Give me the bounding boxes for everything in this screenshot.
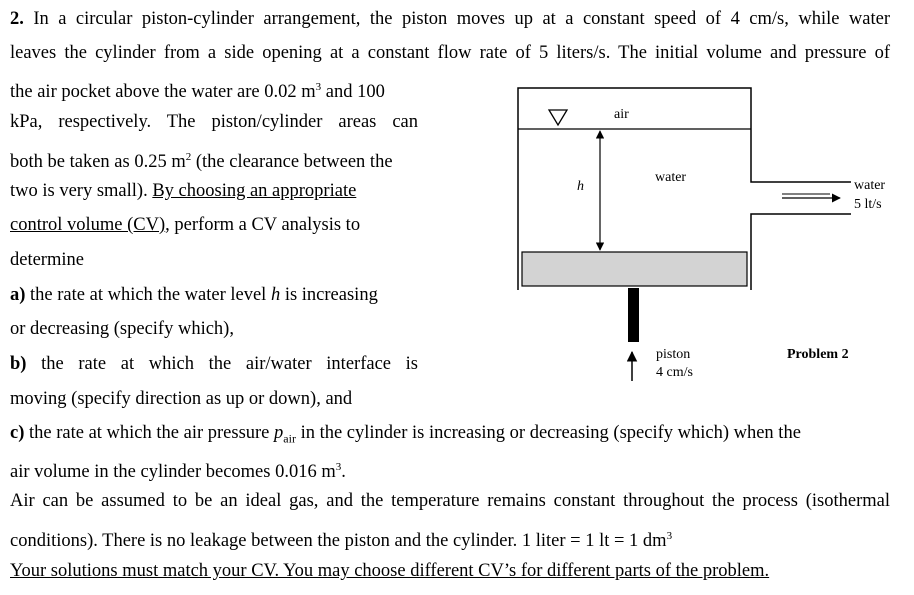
piston-rod [628, 288, 639, 342]
closing-text-2: conditions). There is no leakage between the piston and the cylinder. 1 liter = 1 lt = 1 dm [10, 531, 667, 552]
intro-text-5a: both be taken as 0.25 m [10, 152, 186, 173]
problem-number: 2. [10, 9, 24, 29]
figure-caption: Problem 2 [787, 347, 849, 362]
part-c-label: c) [10, 423, 25, 443]
part-b-text-2: moving (specify direction as up or down), and [10, 389, 353, 409]
part-a-text-1a: the rate at which the water level [25, 285, 271, 305]
part-c-sub: air [283, 431, 296, 446]
intro-text-7b: , perform a CV analysis to [165, 215, 361, 235]
closing-text-3: Your solutions must match your CV. You may choose different CV’s for different parts of the problem. [10, 561, 770, 581]
part-c-sup: 3 [335, 461, 342, 473]
label-piston: piston [656, 347, 691, 362]
label-air: air [614, 107, 629, 122]
intro-text-3a: the air pocket above the water are 0.02 m [10, 82, 316, 103]
label-h: h [577, 179, 584, 194]
label-outlet-water: water [854, 178, 886, 193]
piston [522, 252, 747, 286]
cylinder-wall-lower [751, 214, 851, 290]
part-c-var: p [274, 423, 284, 443]
label-water: water [655, 170, 687, 185]
intro-text-8: determine [10, 250, 84, 270]
label-piston-speed: 4 cm/s [656, 365, 693, 380]
closing-sup: 3 [666, 530, 673, 542]
part-a-label: a) [10, 285, 26, 305]
part-b-label: b) [10, 354, 27, 374]
intro-text-6u: By choosing an appropriate [152, 181, 357, 201]
intro-sup-3: 3 [315, 81, 322, 93]
part-a-text-1b: is increasing [280, 285, 378, 305]
closing-text-1: Air can be assumed to be an ideal gas, and the temperature remains constant throughout the process (isothermal [10, 491, 890, 511]
part-c-text-1b: in the cylinder is increasing or decreasing (specify which) when the [295, 423, 801, 443]
part-c-text-2a: air volume in the cylinder becomes 0.016 m [10, 462, 336, 483]
intro-text-5b: (the clearance between the [191, 152, 393, 173]
intro-sup-5: 2 [185, 151, 192, 163]
part-c-text-2b: . [341, 462, 346, 483]
intro-text-2: leaves the cylinder from a side opening at a constant flow rate of 5 liters/s. The initial volume and pressure of [10, 43, 890, 63]
part-a-text-2: or decreasing (specify which), [10, 319, 234, 339]
free-surface-icon [549, 110, 567, 125]
intro-text-6a: two is very small). [10, 181, 153, 201]
intro-text-3b: and 100 [321, 82, 385, 103]
intro-text-1: In a circular piston-cylinder arrangement, the piston moves up at a constant speed of 4 cm/s, while water [23, 9, 890, 29]
label-outlet-rate: 5 lt/s [854, 197, 882, 212]
part-c-text-1a: the rate at which the air pressure [24, 423, 275, 443]
intro-text-7u: control volume (CV) [10, 215, 166, 235]
intro-text-4: kPa, respectively. The piston/cylinder areas can [10, 112, 418, 132]
part-b-text-1: the rate at which the air/water interface is [26, 354, 418, 374]
part-a-var: h [270, 285, 281, 305]
